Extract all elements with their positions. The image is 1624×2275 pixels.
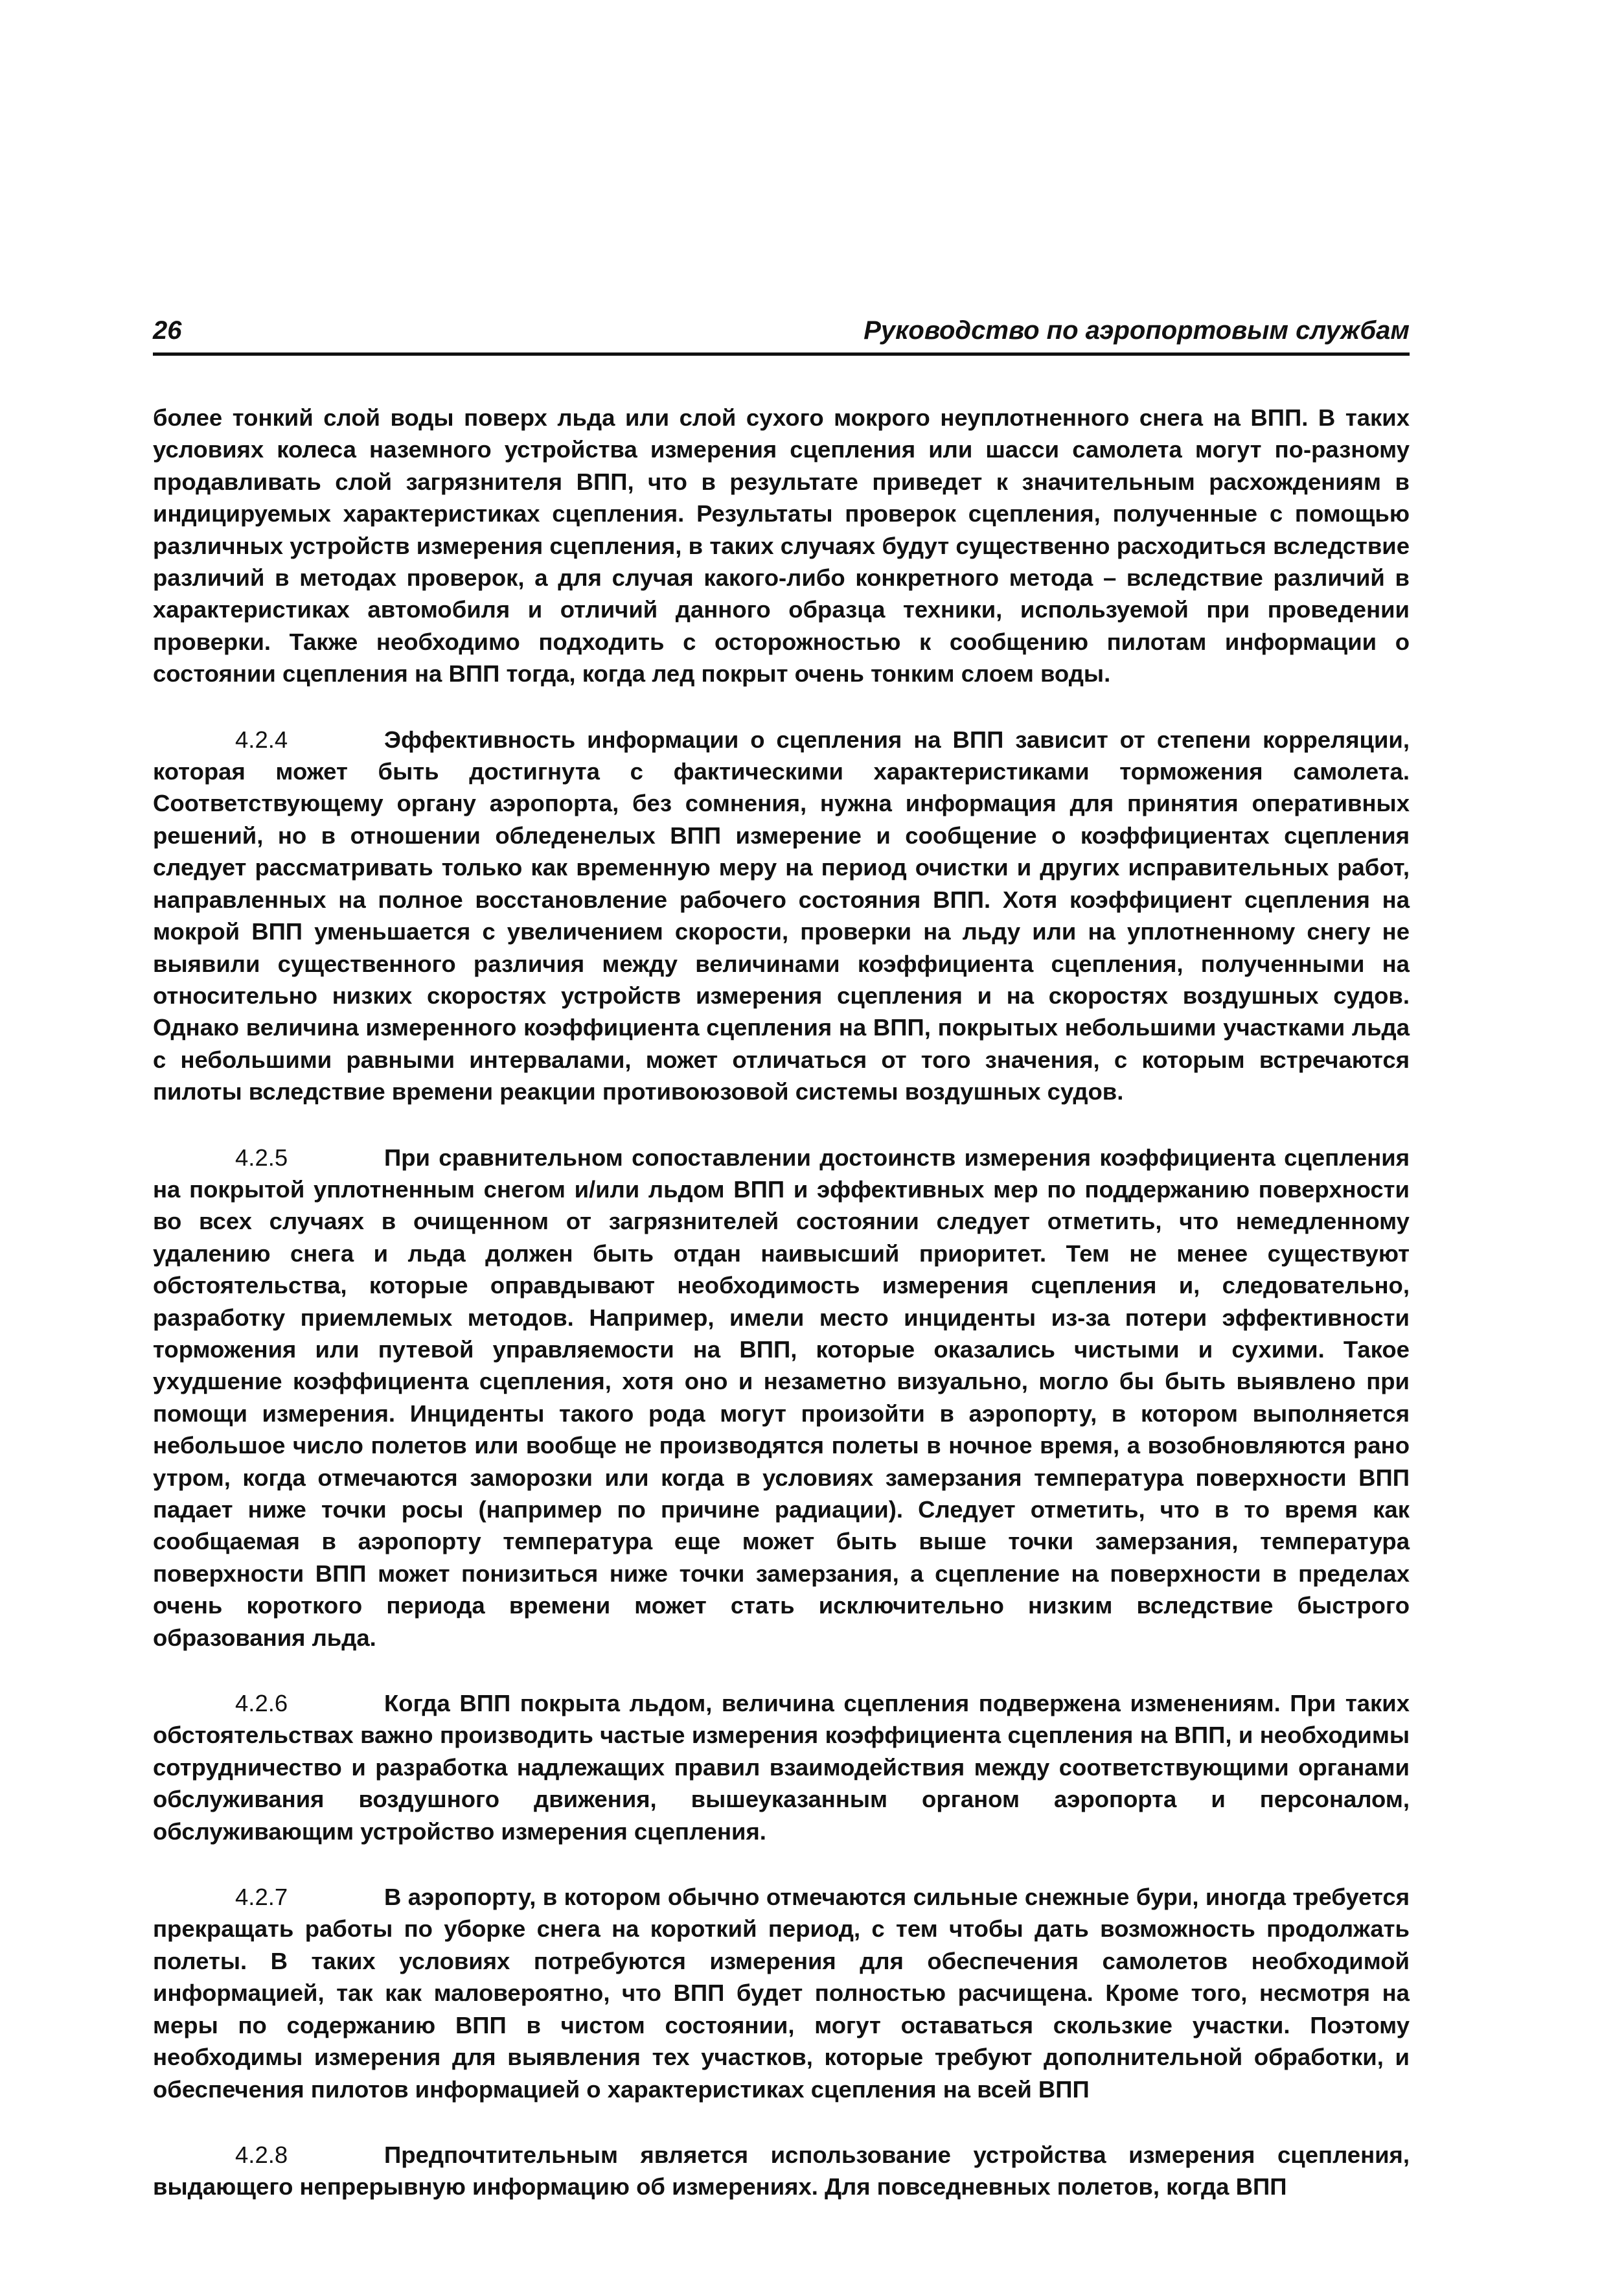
paragraph-number: 4.2.4: [235, 726, 288, 753]
paragraph-4-2-4: [153, 724, 1410, 1108]
paragraph-number: 4.2.8: [235, 2141, 288, 2168]
paragraph-text: Когда ВПП покрыта льдом, величина сцепления подвержена изменениям. При таких обстоятельствах важно производить частые измерения коэффициента сцепления на ВПП, и необходимы сотрудничество и разработка надлежащих правил взаимодействия между соответствующими органами обслуживания воздушного движения, вышеуказанным органом аэропорта и персоналом, обслуживающим устройство измерения сцепления.: [153, 1690, 1410, 1845]
paragraph-continued: [153, 402, 1410, 690]
body-text: [153, 402, 1410, 2203]
paragraph-4-2-6: [153, 1687, 1410, 1847]
paragraph-text: Эффективность информации о сцепления на ВПП зависит от степени корреляции, которая может быть достигнута с фактическими характеристиками торможения самолета. Соответствующему органу аэропорта, без сомнения, нужна информация для принятия оперативных решений, но в отношении обледенелых ВПП измерение и сообщение о коэффициентах сцепления следует рассматривать только как временную меру на период очистки и других исправительных работ, направленных на полное восстановление рабочего состояния ВПП. Хотя коэффициент сцепления на мокрой ВПП уменьшается с увеличением скорости, проверки на льду или на уплотненному снегу не выявили существенного различия между величинами коэффициента сцепления, полученными на относительно низких скоростях устройств измерения сцепления и на скоростях воздушных судов. Однако величина измеренного коэффициента сцепления на ВПП, покрытых небольшими участками льда с небольшими равными интервалами, может отличаться от того значения, с которым встречаются пилоты вследствие времени реакции противоюзовой системы воздушных судов.: [153, 726, 1410, 1105]
paragraph-text: В аэропорту, в котором обычно отмечаются сильные снежные бури, иногда требуется прекращать работы по уборке снега на короткий период, с тем чтобы дать возможность продолжать полеты. В таких условиях потребуются измерения для обеспечения самолетов необходимой информацией, так как маловероятно, что ВПП будет полностью расчищена. Кроме того, несмотря на меры по содержанию ВПП в чистом состоянии, могут оставаться скользкие участки. Поэтому необходимы измерения для выявления тех участков, которые требуют дополнительной обработки, и обеспечения пилотов информацией о характеристиках сцепления на всей ВПП: [153, 1884, 1410, 2103]
paragraph-4-2-8: [153, 2139, 1410, 2203]
paragraph-number: 4.2.5: [235, 1144, 288, 1171]
running-title: Руководство по аэропортовым службам: [863, 316, 1410, 345]
page-number: 26: [153, 316, 182, 345]
page-header: [153, 314, 1410, 356]
paragraph-text: более тонкий слой воды поверх льда или слой сухого мокрого неуплотненного снега на ВПП. В таких условиях колеса наземного устройства измерения сцепления или шасси самолета могут по-разному продавливать слой загрязнителя ВПП, что в результате приведет к значительным расхождениям в индицируемых характеристиках сцепления. Результаты проверок сцепления, полученные с помощью различных устройств измерения сцепления, в таких случаях будут существенно расходиться вследствие различий в методах проверок, а для случая какого-либо конкретного метода – вследствие различий в характеристиках автомобиля и отличий данного образца техники, используемой при проведении проверки. Также необходимо подходить с осторожностью к сообщению пилотам информации о состоянии сцепления на ВПП тогда, когда лед покрыт очень тонким слоем воды.: [153, 404, 1410, 687]
paragraph-text: Предпочтительным является использование устройства измерения сцепления, выдающего непрерывную информацию об измерениях. Для повседневных полетов, когда ВПП: [153, 2141, 1410, 2200]
paragraph-4-2-5: [153, 1142, 1410, 1654]
paragraph-number: 4.2.6: [235, 1690, 288, 1717]
paragraph-text: При сравнительном сопоставлении достоинств измерения коэффициента сцепления на покрытой уплотненным снегом и/или льдом ВПП и эффективных мер по поддержанию поверхности во всех случаях в очищенном от загрязнителей состоянии следует отметить, что немедленному удалению снега и льда должен быть отдан наивысший приоритет. Тем не менее существуют обстоятельства, которые оправдывают необходимость измерения сцепления и, следовательно, разработку приемлемых методов. Например, имели место инциденты из-за потери эффективности торможения или путевой управляемости на ВПП, которые оказались чистыми и сухими. Такое ухудшение коэффициента сцепления, хотя оно и незаметно визуально, могло бы быть выявлено при помощи измерения. Инциденты такого рода могут произойти в аэропорту, в котором выполняется небольшое число полетов или вообще не производятся полеты в ночное время, а возобновляются рано утром, когда отмечаются заморозки или когда в условиях замерзания температура поверхности ВПП падает ниже точки росы (например по причине радиации). Следует отметить, что в то время как сообщаемая в аэропорту температура еще может быть выше точки замерзания, температура поверхности ВПП может понизиться ниже точки замерзания, а сцепление на поверхности в пределах очень короткого периода времени может стать исключительно низким вследствие быстрого образования льда.: [153, 1144, 1410, 1651]
paragraph-4-2-7: [153, 1881, 1410, 2105]
paragraph-number: 4.2.7: [235, 1884, 288, 1911]
